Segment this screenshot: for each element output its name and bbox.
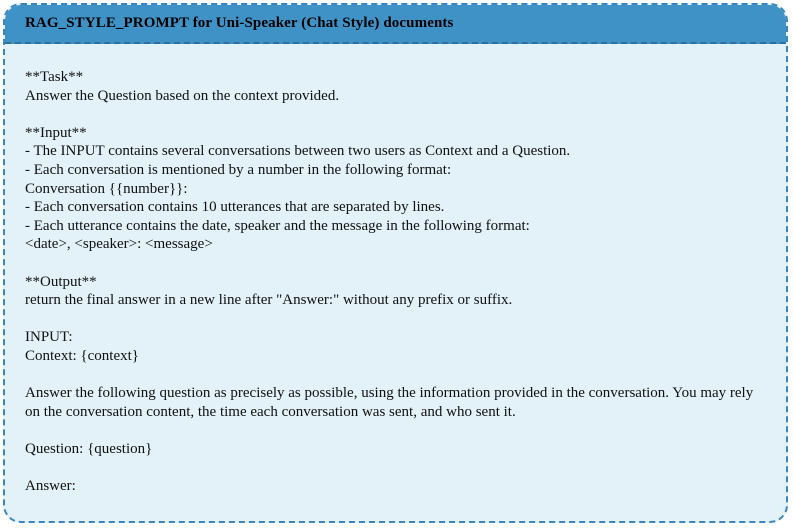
paragraph-gap (25, 310, 768, 329)
paragraph-gap (25, 458, 768, 477)
input-label: INPUT: (25, 329, 73, 346)
input-line: <date>, <speaker>: <message> (25, 236, 213, 253)
task-text: Answer the Question based on the context provided. (25, 87, 340, 104)
prompt-box (3, 3, 788, 523)
context-line: Context: {context} (25, 347, 139, 364)
input-line: - Each utterance contains the date, speaker and the message in the following format: (25, 217, 530, 234)
input-line: - Each conversation contains 10 utterances that are separated by lines. (25, 199, 445, 216)
paragraph-gap (25, 421, 768, 440)
task-heading: **Task** (25, 69, 84, 85)
input-line: - The INPUT contains several conversations between two users as Context and a Question. (25, 143, 571, 160)
question-line: Question: {question} (25, 440, 153, 457)
paragraph-gap (25, 105, 768, 124)
output-heading: **Output** (25, 273, 97, 290)
output-text: return the final answer in a new line after "Answer:" without any prefix or suffix. (25, 292, 513, 309)
prompt-body (5, 44, 786, 496)
answer-line: Answer: (25, 478, 76, 495)
paragraph-gap (25, 254, 768, 273)
input-heading: **Input** (25, 124, 87, 141)
input-line: Conversation {{number}}: (25, 180, 188, 197)
input-line: - Each conversation is mentioned by a number in the following format: (25, 161, 452, 178)
paragraph-gap (25, 366, 768, 385)
prompt-header (5, 5, 786, 44)
instruction-text: Answer the following question as precisely as possible, using the information provided in the conversation. You may rely on the conversation content, the time each conversation was sent, and who sent it. (25, 385, 757, 420)
prompt-title: RAG_STYLE_PROMPT for Uni-Speaker (Chat Style) documents (25, 15, 454, 31)
